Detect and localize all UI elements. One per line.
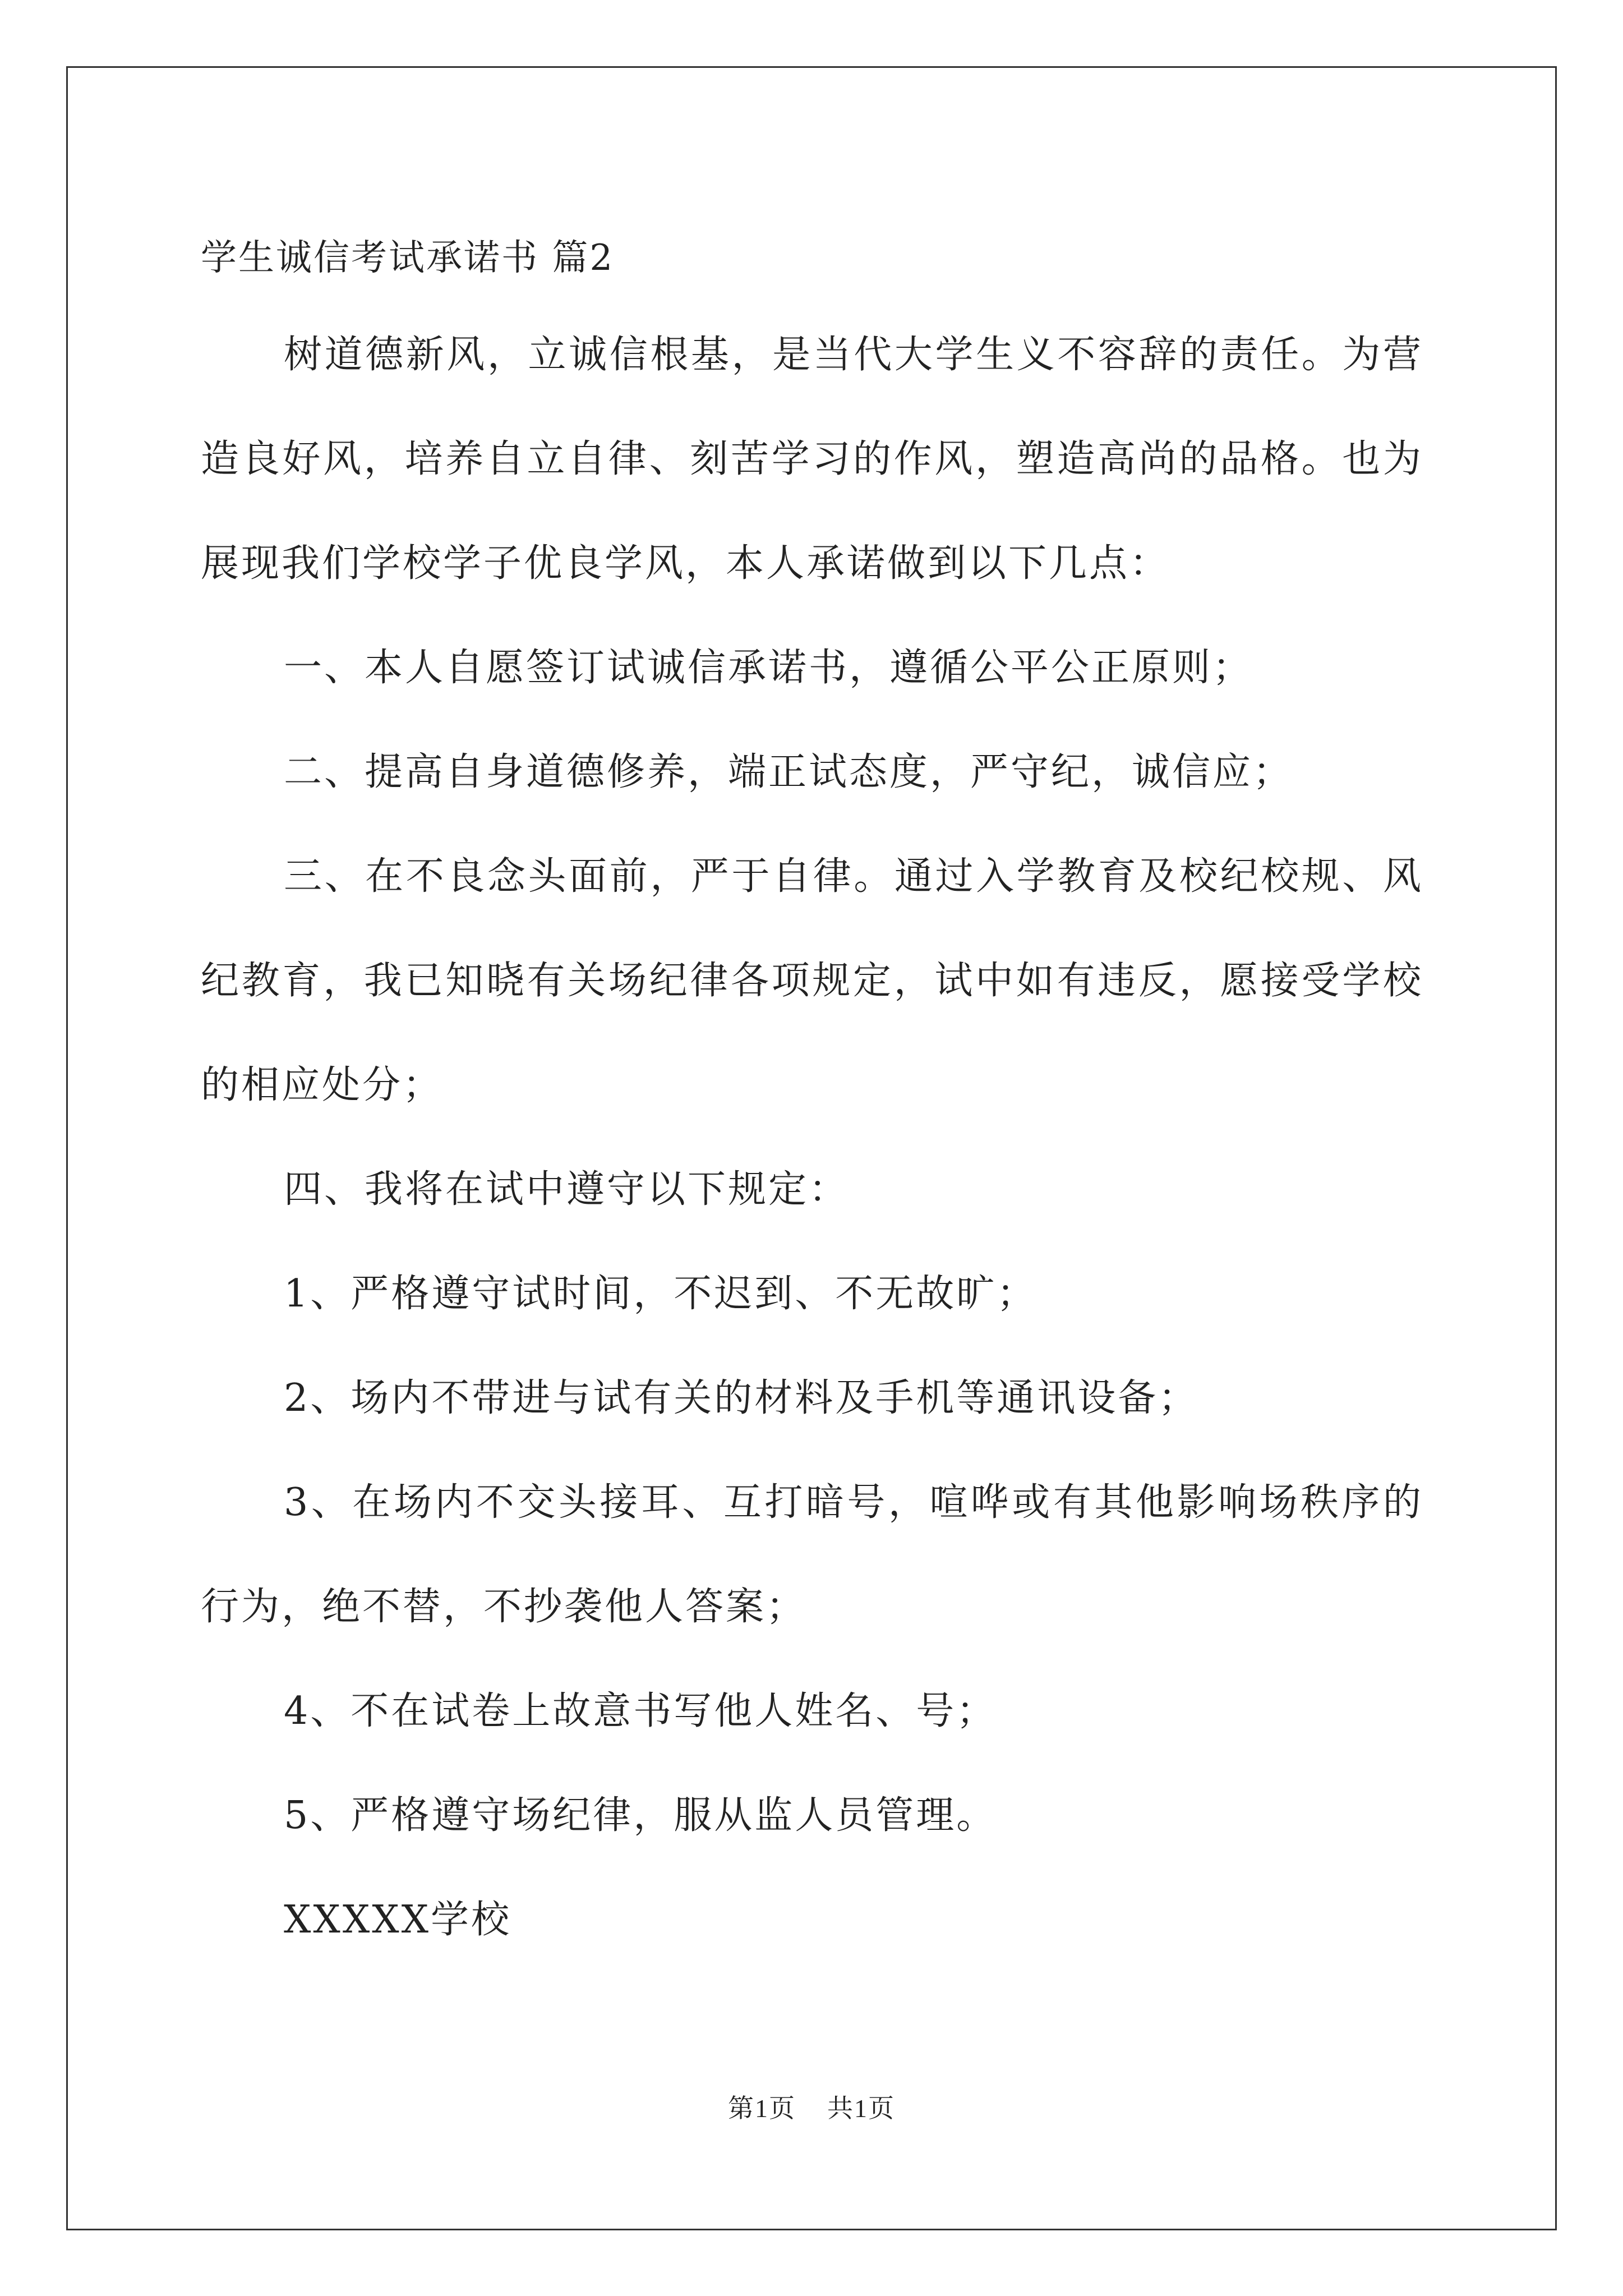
document-title: 学生诚信考试承诺书 篇2: [201, 237, 615, 279]
rule-4: 4、不在试卷上故意书写他人姓名、号；: [284, 1689, 997, 1733]
paragraph-item-1: 一、本人自愿签订试诚信承诺书，遵循公平公正原则；: [284, 646, 1253, 690]
rule-1: 1、严格遵守试时间，不迟到、不无故旷；: [284, 1272, 1038, 1316]
document-body: [201, 213, 1423, 1972]
page-number-current: 第1页: [728, 2094, 796, 2123]
rule-5: 5、严格遵守场纪律，服从监人员管理。: [284, 1793, 997, 1838]
paragraph-item-4: 四、我将在试中遵守以下规定：: [284, 1167, 850, 1212]
paragraph-item-2: 二、提高自身道德修养，端正试态度，严守纪，诚信应；: [284, 750, 1294, 794]
rule-2: 2、场内不带进与试有关的材料及手机等通讯设备；: [284, 1376, 1199, 1420]
page-number-total: 共1页: [827, 2094, 895, 2123]
school-signature: XXXXX学校: [284, 1898, 512, 1942]
rule-3: 3、在场内不交头接耳、互打暗号，喧哗或有其他影响场秩序的行为，绝不替，不抄袭他人答案；: [201, 1480, 1423, 1629]
paragraph-intro: 树道德新风，立诚信根基，是当代大学生义不容辞的责任。为营造良好风，培养自立自律、刻苦学习的作风，塑造高尚的品格。也为展现我们学校学子优良学风，本人承诺做到以下几点：: [201, 333, 1423, 586]
paragraph-item-3: 三、在不良念头面前，严于自律。通过入学教育及校纪校规、风纪教育，我已知晓有关场纪律各项规定，试中如有违反，愿接受学校的相应处分；: [201, 854, 1423, 1107]
page-footer: [0, 2088, 1623, 2125]
